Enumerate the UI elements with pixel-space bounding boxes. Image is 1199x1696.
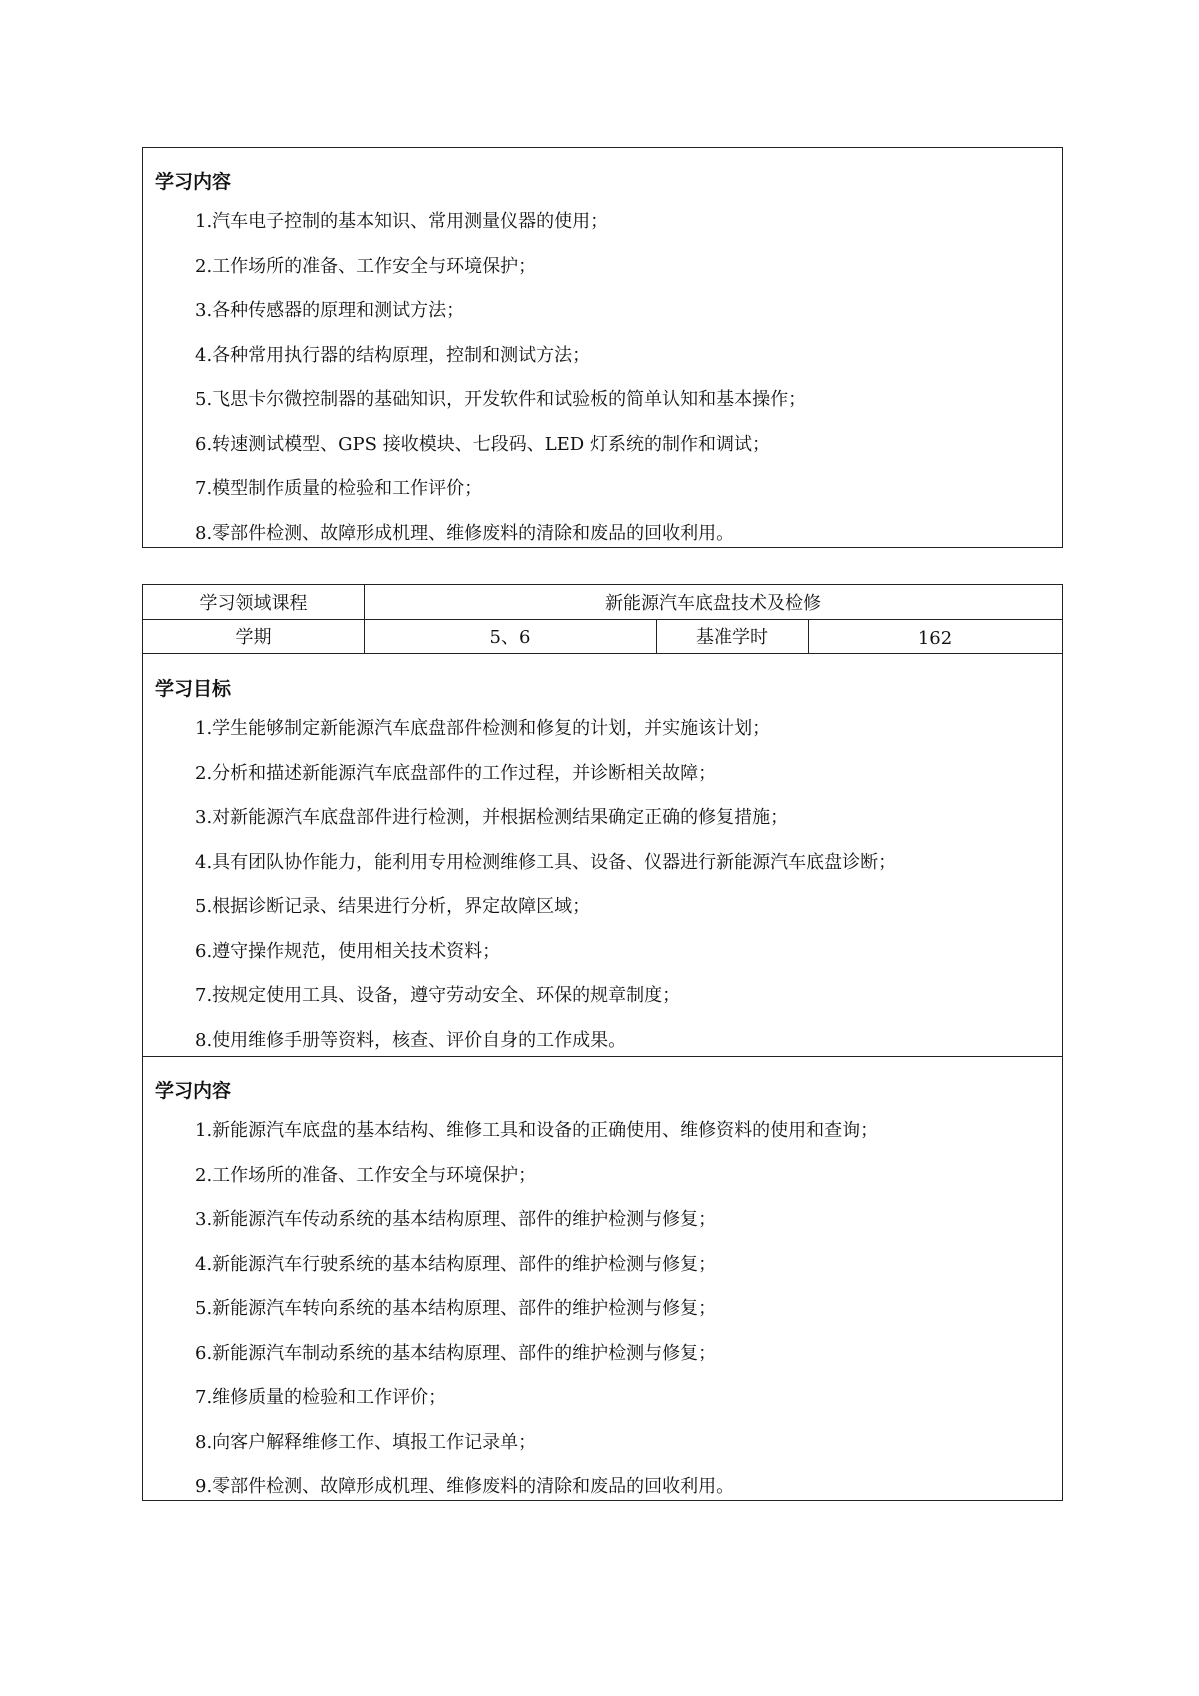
content-item: 2.工作场所的准备、工作安全与环境保护；: [195, 255, 537, 277]
content-item: 3.各种传感器的原理和测试方法；: [195, 300, 465, 321]
hours-value: 162: [917, 627, 953, 649]
content-list: [195, 211, 806, 567]
goal-item: 1.学生能够制定新能源汽车底盘部件检测和修复的计划，并实施该计划；: [195, 718, 771, 739]
goals-title: 学习目标: [155, 678, 232, 700]
content-item: 3.新能源汽车传动系统的基本结构原理、部件的维护检测与修复；: [195, 1209, 717, 1230]
content-item: 7.模型制作质量的检验和工作评价；: [195, 478, 483, 499]
course-label: 学习领域课程: [199, 593, 308, 614]
content-item: 8.零部件检测、故障形成机理、维修废料的清除和废品的回收利用。: [195, 522, 735, 544]
goal-item: 5.根据诊断记录、结果进行分析，界定故障区域；: [195, 896, 591, 917]
content-title: 学习内容: [155, 1080, 232, 1102]
content-item: 7.维修质量的检验和工作评价；: [195, 1387, 447, 1408]
content-item: 6.新能源汽车制动系统的基本结构原理、部件的维护检测与修复；: [195, 1342, 717, 1364]
goal-item: 2.分析和描述新能源汽车底盘部件的工作过程，并诊断相关故障；: [195, 762, 717, 784]
content-item: 9.零部件检测、故障形成机理、维修废料的清除和废品的回收利用。: [195, 1476, 735, 1497]
content-item: 6.转速测试模型、GPS 接收模块、七段码、LED 灯系统的制作和调试；: [195, 433, 770, 455]
course-table: [142, 584, 1063, 1501]
semester-label: 学期: [235, 627, 272, 648]
section-divider: [143, 1056, 1062, 1057]
content-section-1: [142, 147, 1063, 548]
content-item: 4.各种常用执行器的结构原理，控制和测试方法；: [195, 344, 591, 366]
content-item: 5.新能源汽车转向系统的基本结构原理、部件的维护检测与修复；: [195, 1298, 717, 1319]
hours-label: 基准学时: [696, 627, 768, 648]
goal-item: 7.按规定使用工具、设备，遵守劳动安全、环保的规章制度；: [195, 985, 681, 1006]
goal-item: 8.使用维修手册等资料，核查、评价自身的工作成果。: [195, 1029, 627, 1051]
content-item: 4.新能源汽车行驶系统的基本结构原理、部件的维护检测与修复；: [195, 1253, 717, 1275]
semester-value: 5、6: [489, 627, 531, 648]
content-item: 1.新能源汽车底盘的基本结构、维修工具和设备的正确使用、维修资料的使用和查询；: [195, 1120, 879, 1141]
goal-item: 4.具有团队协作能力，能利用专用检测维修工具、设备、仪器进行新能源汽车底盘诊断；: [195, 851, 897, 873]
content-item: 1.汽车电子控制的基本知识、常用测量仪器的使用；: [195, 211, 609, 232]
goals-list: [195, 718, 896, 1074]
content-item: 5.飞思卡尔微控制器的基础知识，开发软件和试验板的简单认知和基本操作；: [195, 389, 807, 410]
goal-item: 6.遵守操作规范，使用相关技术资料；: [195, 940, 501, 962]
section-title: 学习内容: [155, 171, 232, 193]
content-item: 8.向客户解释维修工作、填报工作记录单；: [195, 1431, 537, 1453]
course-name: 新能源汽车底盘技术及检修: [605, 593, 821, 614]
goal-item: 3.对新能源汽车底盘部件进行检测，并根据检测结果确定正确的修复措施；: [195, 807, 789, 828]
content-item: 2.工作场所的准备、工作安全与环境保护；: [195, 1164, 537, 1186]
content-list: [195, 1120, 878, 1521]
